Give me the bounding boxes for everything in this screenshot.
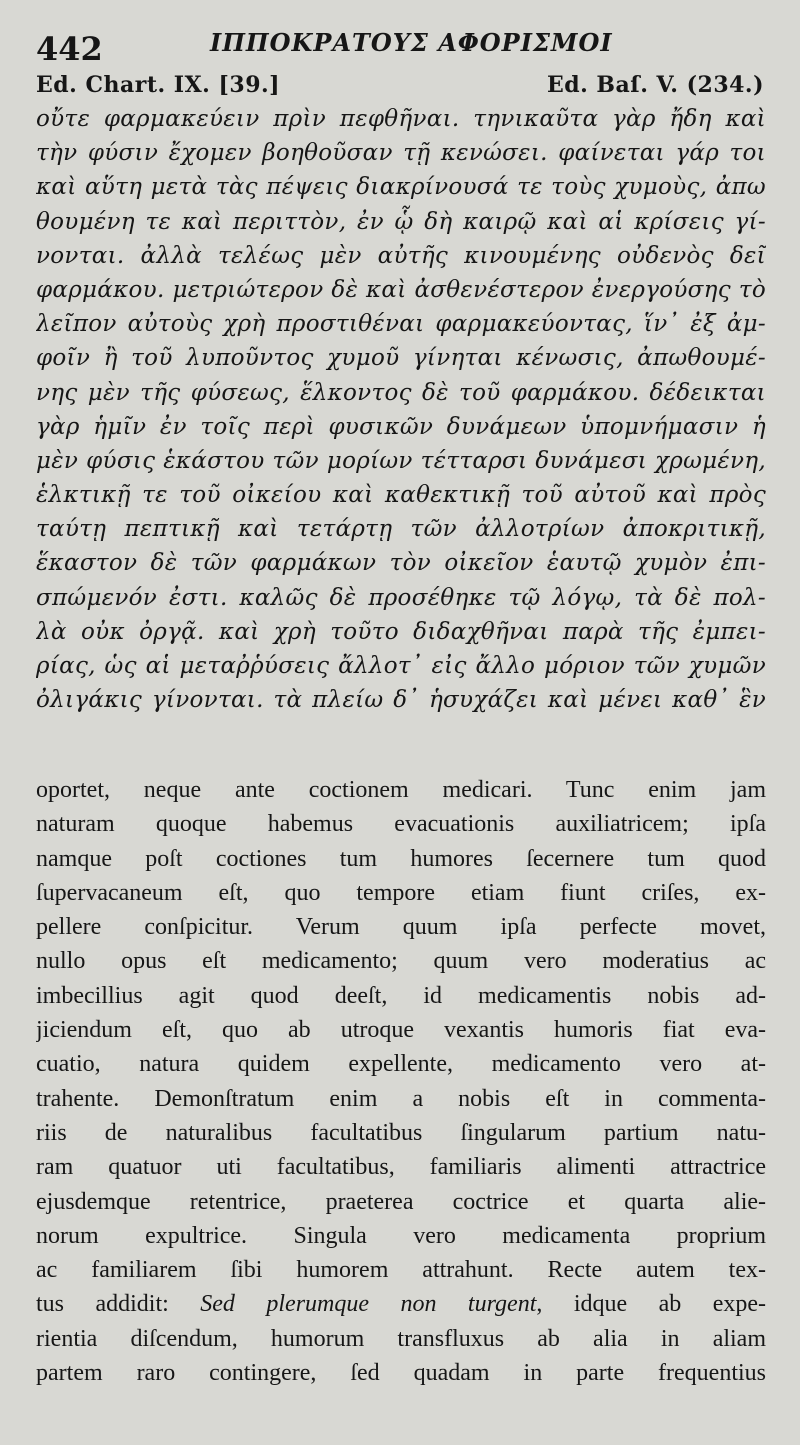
latin-line: ac familiarem ſibi humorem attrahunt. Recte autem tex- <box>36 1257 766 1284</box>
page-header <box>0 0 800 100</box>
latin-line: partem raro contingere, ſed quadam in parte frequentius <box>36 1360 766 1387</box>
italic-quotation: Sed plerumque non turgent <box>200 1291 537 1318</box>
latin-line: jiciendum eſt, quo ab utroque vexantis humoris fiat eva- <box>36 1017 766 1044</box>
latin-line-tail: , idque ab expe- <box>536 1291 766 1318</box>
greek-line: καὶ αὕτη μετὰ τὰς πέψεις διακρίνουσά τε τοὺς χυμοὺς, ἀπω <box>36 174 766 201</box>
latin-line-lead: tus addidit: <box>36 1291 169 1318</box>
latin-line: pellere conſpicitur. Verum quum ipſa perfecte movet, <box>36 914 766 941</box>
latin-text-block <box>36 773 766 1390</box>
edition-reference-right: Ed. Baſ. V. (234.) <box>546 72 764 98</box>
page-number: 442 <box>36 30 103 68</box>
greek-line: ὀλιγάκις γίνονται. τὰ πλείω δ᾽ ἡσυχάζει καὶ μένει καθ᾽ ἓν <box>36 687 766 714</box>
latin-line: trahente. Demonſtratum enim a nobis eſt in commenta- <box>36 1085 766 1112</box>
running-title: ΙΠΠΟΚΡΑΤΟΥΣ ΑΦΟΡΙΣΜΟΙ <box>210 28 613 57</box>
latin-line: ſupervacaneum eſt, quo tempore etiam fiunt criſes, ex- <box>36 879 766 906</box>
greek-line: ταύτῃ πεπτικῇ καὶ τετάρτῃ τῶν ἀλλοτρίων ἀποκριτικῇ, <box>36 516 766 543</box>
greek-line: λεῖπον αὐτοὺς χρὴ προστιθέναι φαρμακεύοντας, ἵν᾽ ἐξ ἀμ- <box>36 311 766 338</box>
greek-line: νονται. ἀλλὰ τελέως μὲν αὐτῆς κινουμένης οὐδενὸς δεῖ <box>36 242 766 269</box>
greek-line: γὰρ ἡμῖν ἐν τοῖς περὶ φυσικῶν δυνάμεων ὑπομνήμασιν ἡ <box>36 413 766 440</box>
greek-line: ρίας, ὡς αἱ μεταῤῥύσεις ἄλλοτ᾽ εἰς ἄλλο μόριον τῶν χυμῶν <box>36 653 766 679</box>
greek-line: ἕκαστον δὲ τῶν φαρμάκων τὸν οἰκεῖον ἑαυτῷ χυμὸν ἐπι- <box>36 550 766 577</box>
latin-line: norum expultrice. Singula vero medicamenta proprium <box>36 1222 766 1249</box>
greek-line: λὰ οὐκ ὀργᾷ. καὶ χρὴ τοῦτο διδαχθῆναι παρὰ τῆς ἐμπει- <box>36 618 766 645</box>
latin-line: ram quatuor uti facultatibus, familiaris alimenti attractrice <box>36 1154 766 1181</box>
edition-reference-left: Ed. Chart. IX. [39.] <box>36 72 281 98</box>
latin-line: naturam quoque habemus evacuationis auxiliatricem; ipſa <box>36 811 766 838</box>
greek-line: οὔτε φαρμακεύειν πρὶν πεφθῆναι. τηνικαῦτα γὰρ ἤδη καὶ <box>36 106 766 132</box>
greek-line: φοῖν ἢ τοῦ λυποῦντος χυμοῦ γίνηται κένωσις, ἀπωθουμέ- <box>36 345 766 372</box>
latin-line: riis de naturalibus facultatibus ſingularum partium natu- <box>36 1119 766 1146</box>
latin-line: namque poſt coctiones tum humores ſecernere tum quod <box>36 845 766 872</box>
greek-line: σπώμενόν ἐστι. καλῶς δὲ προσέθηκε τῷ λόγῳ, τὰ δὲ πολ- <box>36 584 766 611</box>
latin-line: rientia diſcendum, humorum transfluxus ab alia in aliam <box>36 1325 766 1352</box>
latin-line: oportet, neque ante coctionem medicari. Tunc enim jam <box>36 777 766 803</box>
greek-line: ἑλκτικῇ τε τοῦ οἰκείου καὶ καθεκτικῇ τοῦ αὐτοῦ καὶ πρὸς <box>36 482 766 509</box>
greek-line: μὲν φύσις ἑκάστου τῶν μορίων τέτταρσι δυνάμεσι χρωμένη, <box>36 447 766 474</box>
latin-line: ejusdemque retentrice, praeterea coctrice et quarta alie- <box>36 1188 766 1215</box>
greek-text-block <box>36 102 766 717</box>
greek-line: φαρμάκου. μετριώτερον δὲ καὶ ἀσθενέστερον ἐνεργούσης τὸ <box>36 276 766 303</box>
greek-line: θουμένη τε καὶ περιττὸν, ἐν ᾧ δὴ καιρῷ καὶ αἱ κρίσεις γί- <box>36 208 766 235</box>
latin-line: imbecillius agit quod deeſt, id medicamentis nobis ad- <box>36 982 766 1009</box>
latin-line: nullo opus eſt medicamento; quum vero moderatius ac <box>36 948 766 975</box>
greek-line: τὴν φύσιν ἔχομεν βοηθοῦσαν τῇ κενώσει. φαίνεται γάρ τοι <box>36 140 766 167</box>
latin-line-with-quote <box>36 1287 766 1321</box>
latin-line: cuatio, natura quidem expellente, medicamento vero at- <box>36 1051 766 1078</box>
greek-line: νης μὲν τῆς φύσεως, ἕλκοντος δὲ τοῦ φαρμάκου. δέδεικται <box>36 379 766 406</box>
